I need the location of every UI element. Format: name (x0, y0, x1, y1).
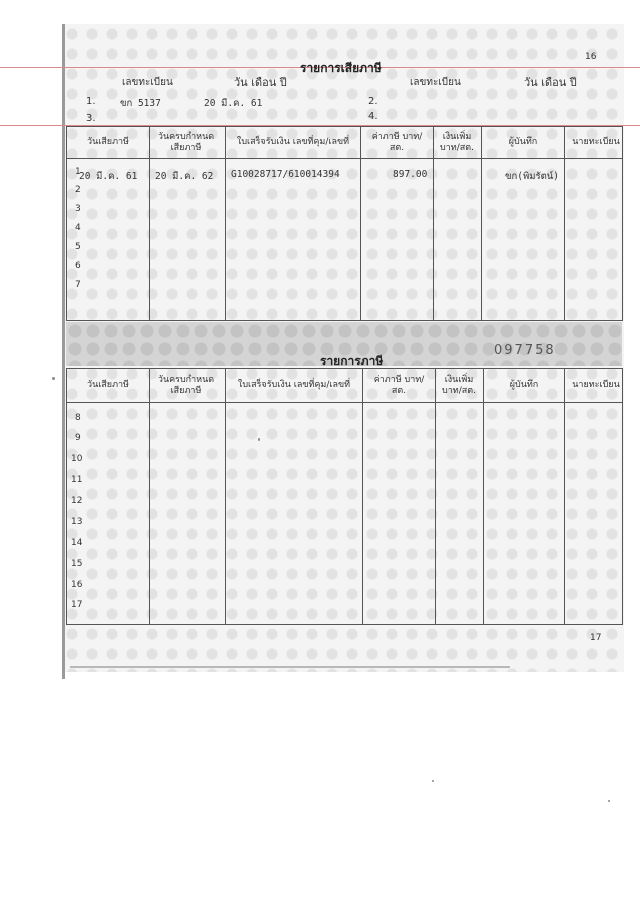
column-header-registrar: นายทะเบียน (572, 137, 620, 147)
row-number: 3 (75, 204, 81, 214)
scan-bottom-edge (70, 666, 510, 668)
row-number: 5 (75, 242, 81, 252)
payment-date-cell: 20 มี.ค. 61 (79, 171, 138, 182)
upper-section-title: รายการเสียภาษี (300, 61, 382, 75)
column-header-receipt: ใบเสร็จรับเงิน เลขที่คุม/เลขที่ (236, 137, 350, 147)
row-number: 6 (75, 261, 81, 271)
row-number: 9 (75, 433, 81, 443)
column-header-due-date: วันครบกำหนด เสียภาษี (157, 131, 215, 153)
row-number: 1 (75, 167, 81, 177)
column-header-payment-date: วันเสียภาษี (87, 380, 129, 390)
registration-date: 20 มี.ค. 61 (204, 98, 263, 109)
column-header-recorder: ผู้บันทึก (508, 137, 538, 147)
reg-header-right: เลขทะเบียน (410, 77, 461, 88)
column-header-payment-date: วันเสียภาษี (87, 137, 129, 147)
row-number: 15 (71, 559, 83, 569)
row-number: 4 (75, 223, 81, 233)
scan-edge (62, 24, 65, 679)
row-number: 7 (75, 280, 81, 290)
row-number: 13 (71, 517, 83, 527)
registration-no: 1. (86, 96, 96, 107)
tax-cell: 897.00 (393, 169, 428, 180)
row-number: 8 (75, 413, 81, 423)
scan-speck (608, 800, 610, 802)
upper-tax-table (66, 126, 623, 321)
registration-no: 3. (86, 113, 96, 124)
column-header-tax: ค่าภาษี บาท/สต. (371, 131, 423, 153)
column-header-surcharge: เงินเพิ่ม บาท/สต. (440, 131, 474, 153)
column-header-tax: ค่าภาษี บาท/สต. (373, 374, 425, 396)
lower-tax-table (66, 368, 623, 625)
column-header-due-date: วันครบกำหนด เสียภาษี (157, 374, 215, 396)
row-number: 17 (71, 600, 83, 610)
serial-number: 097758 (494, 343, 556, 358)
registration-no: 2. (368, 96, 378, 107)
registration-no: 4. (368, 111, 378, 122)
row-number: 14 (71, 538, 83, 548)
row-number: 16 (71, 580, 83, 590)
recorder-cell: ขก(พิมรัตน์) (505, 171, 559, 182)
lower-section-title: รายการภาษี (320, 354, 384, 368)
column-header-surcharge: เงินเพิ่ม บาท/สต. (442, 374, 476, 396)
row-number: 10 (71, 454, 83, 464)
page-number-bottom: 17 (590, 633, 602, 643)
row-number: 11 (71, 475, 83, 485)
row-number: 12 (71, 496, 83, 506)
scan-speck (258, 438, 260, 441)
page-number-top: 16 (585, 52, 597, 62)
date-header-left: วัน เดือน ปี (234, 76, 287, 89)
row-number: 2 (75, 185, 81, 195)
column-header-recorder: ผู้บันทึก (509, 380, 539, 390)
registration-plate: ขก 5137 (120, 98, 161, 109)
receipt-cell: G10028717/610014394 (231, 169, 340, 180)
column-header-receipt: ใบเสร็จรับเงิน เลขที่คุม/เลขที่ (237, 380, 351, 390)
due-date-cell: 20 มี.ค. 62 (155, 171, 214, 182)
scan-speck (432, 780, 434, 782)
reg-header-left: เลขทะเบียน (122, 77, 173, 88)
column-header-registrar: นายทะเบียน (572, 380, 620, 390)
scan-speck (52, 377, 55, 380)
date-header-right: วัน เดือน ปี (524, 76, 577, 89)
